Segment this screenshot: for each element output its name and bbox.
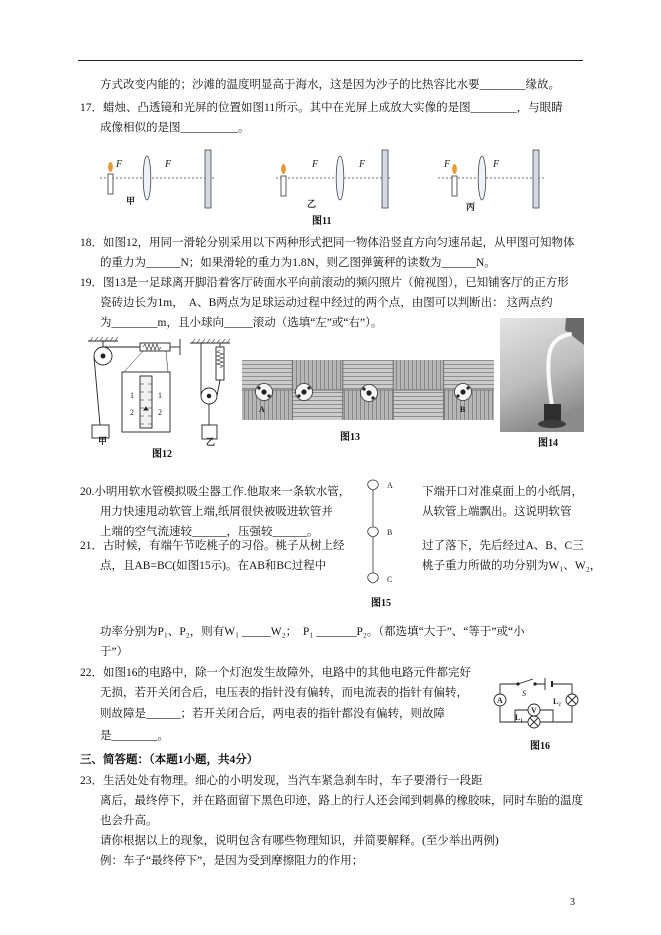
candle-flame — [452, 164, 457, 174]
q23-line5: 例：车子“最终停下”，是因为受到摩擦阻力的作用； — [100, 855, 364, 867]
rope — [94, 357, 100, 425]
q22-line4: 是________。 — [100, 730, 169, 742]
q23-line4: 请你根据以上的现象，说明包含有哪些物理知识，并简要解释。(至少举出两例) — [100, 835, 499, 847]
candle — [281, 176, 286, 196]
ceiling-hatch — [192, 339, 230, 343]
q20-line1-right: 下端开口对准桌面上的小纸屑， — [422, 486, 583, 498]
figure-16-circuit — [494, 678, 578, 728]
peach-at-b — [368, 527, 379, 537]
q17-line1: 17．蜡烛、凸透镜和光屏的位置如图11所示。其中在光屏上成放大实像的是图________，与眼睛 — [80, 102, 563, 114]
peach-at-a — [368, 480, 379, 490]
figure-14-caption: 图14 — [538, 438, 558, 449]
figure-16-caption: 图16 — [530, 741, 550, 752]
zoom-line — [124, 351, 143, 372]
football — [455, 384, 472, 401]
light-screen — [205, 150, 211, 208]
ammeter-label: A — [497, 696, 503, 705]
scale-mark-2: 2 — [130, 408, 134, 417]
figure-12 — [88, 337, 230, 447]
focal-point-label: F — [116, 159, 123, 170]
football — [361, 385, 378, 402]
bottle — [544, 404, 561, 422]
light-screen — [533, 150, 539, 208]
voltmeter-label: V — [531, 706, 537, 715]
section-3-heading: 三、简答题：（本题1小题，共4分） — [80, 754, 259, 766]
point-c-label: C — [387, 575, 393, 584]
convex-lens — [478, 156, 486, 200]
convex-lens — [336, 156, 344, 200]
page-number: 3 — [570, 897, 575, 908]
q17-line2: 成像相似的是图__________。 — [100, 122, 250, 134]
candle-flame — [108, 162, 113, 172]
figure-11-caption: 图11 — [312, 216, 332, 227]
q21-line4: 于”） — [100, 646, 129, 658]
q18-line2: 的重力为______N；如果滑轮的重力为1.8N，则乙图弹簧秤的读数为______N。 — [100, 257, 496, 269]
q23-line1: 23．生活处处有物理。细心的小明发现，当汽车紧急刹车时，车子要滑行一段距 — [80, 775, 483, 787]
focal-point-label: F — [312, 159, 319, 170]
switch-contact — [534, 683, 536, 685]
zoom-line — [166, 351, 168, 372]
q23-line2: 离后，最终停下，并在路面留下黑色印迹，路上的行人还会闻到刺鼻的橡胶味，同时车胎的温度 — [100, 795, 583, 807]
candle-flame — [281, 164, 286, 174]
light-screen — [382, 150, 388, 208]
focal-point-label: F — [493, 159, 500, 170]
point-b-label: B — [460, 405, 466, 414]
lamp-l1-label: L₁ — [515, 713, 523, 722]
q21-line1-left: 21．古时候，有端午节吃桃子的习俗。桃子从树上经 — [80, 540, 345, 552]
focal-point-label: F — [444, 159, 451, 170]
fig11-panel-b — [276, 150, 390, 209]
q18-line1: 18．如图12，用同一滑轮分别采用以下两种形式把同一物体沿竖直方向匀速吊起，从甲图可知物体 — [80, 237, 575, 249]
figure-15-caption: 图15 — [371, 598, 391, 609]
q21-line2-left: 点，且AB=BC(如图15示)。在AB和BC过程中 — [100, 560, 327, 572]
q21-line2-right: 桃子重力所做的功分别为W₁、W₂， — [422, 560, 602, 572]
q22-line3: 则故障是______；若开关闭合后，两电表的指针都没有偏转，则故障 — [100, 708, 445, 720]
switch-contact — [517, 683, 519, 685]
lamp-l2-label: L₂ — [553, 697, 561, 706]
figure-12-caption: 图12 — [152, 449, 172, 460]
switch — [518, 679, 533, 684]
football — [256, 384, 273, 401]
floor-tile — [393, 360, 443, 390]
switch-label: S — [522, 689, 526, 698]
scale-mark-1: 1 — [158, 391, 162, 400]
pulley-axle — [207, 394, 211, 398]
q19-line1: 19．图13是一足球离开脚沿着客厅砖面水平向前滚动的频闪照片（俯视图），已知铺客厅的正方形 — [80, 277, 569, 289]
q20-line2-right: 从软管上端飘出。这说明软管 — [422, 506, 572, 518]
q21-line1-right: 过了落下，先后经过A、B、C三 — [422, 540, 584, 552]
point-a-label: A — [259, 405, 265, 414]
q20-line1-left: 20.小明用软水管模拟吸尘器工作.他取来一条软水管， — [80, 486, 351, 498]
focal-point-label: F — [165, 159, 172, 170]
figure-14-photo — [500, 318, 584, 432]
fig11-panel-c — [438, 150, 545, 212]
scale-mark-1: 1 — [130, 391, 134, 400]
focal-point-label: F — [359, 159, 366, 170]
q22-line2: 无损，若开关闭合后，电压表的指针没有偏转，而电流表的指针有偏转， — [100, 687, 468, 699]
figure-15 — [368, 480, 393, 584]
q19-line2: 瓷砖边长为1m， A、B两点为足球运动过程中经过的两个点，由图可以判断出： 这两点约 — [100, 297, 553, 309]
q23-line3: 也会升高。 — [100, 815, 158, 827]
figure-11 — [100, 150, 545, 212]
point-a-label: A — [387, 481, 393, 490]
q20-line3: 上端的空气流速较______，压强较______。 — [100, 526, 319, 538]
panel-label-yi: 乙 — [307, 199, 317, 209]
convex-lens — [143, 156, 151, 200]
point-b-label: B — [387, 528, 393, 537]
fig12-panel-a — [88, 337, 180, 446]
figure-13-photo — [242, 360, 494, 420]
candle — [108, 174, 113, 194]
panel-label-jia: 甲 — [126, 196, 136, 206]
scale-mark-2: 2 — [158, 408, 162, 417]
q16-continuation: 方式改变内能的；沙滩的温度明显高于海水，这是因为沙子的比热容比水要________缘故。 — [100, 79, 560, 91]
fig11-panel-a — [100, 150, 215, 208]
panel-label-jia: 甲 — [98, 436, 108, 446]
fig12-panel-b — [190, 339, 230, 447]
q21-line3: 功率分别为P₁、P₂，则有W₁ _____W₂； P₁ _______P₂。（都选填“大于”、“等于”或“小 — [100, 626, 525, 638]
football — [296, 384, 313, 401]
figure-13-caption: 图13 — [340, 432, 360, 443]
q20-line2-left: 用力快速甩动软管上端,纸屑很快被吸进软管并 — [100, 506, 333, 518]
floor-tile — [393, 390, 443, 420]
pulley-axle — [101, 354, 105, 358]
ceiling-hatch — [90, 337, 118, 341]
panel-label-yi: 乙 — [206, 437, 216, 447]
rope — [217, 380, 220, 396]
candle — [452, 176, 457, 196]
peach-at-c — [368, 573, 379, 583]
q19-line3: 为________m，且小球向_____滚动（选填“左”或“右”）。 — [100, 317, 383, 329]
bottle-base — [538, 420, 566, 428]
panel-label-bing: 丙 — [466, 202, 476, 212]
q22-line1: 22．如图16的电路中，除一个灯泡发生故障外，电路中的其他电路元件都完好 — [80, 667, 471, 679]
